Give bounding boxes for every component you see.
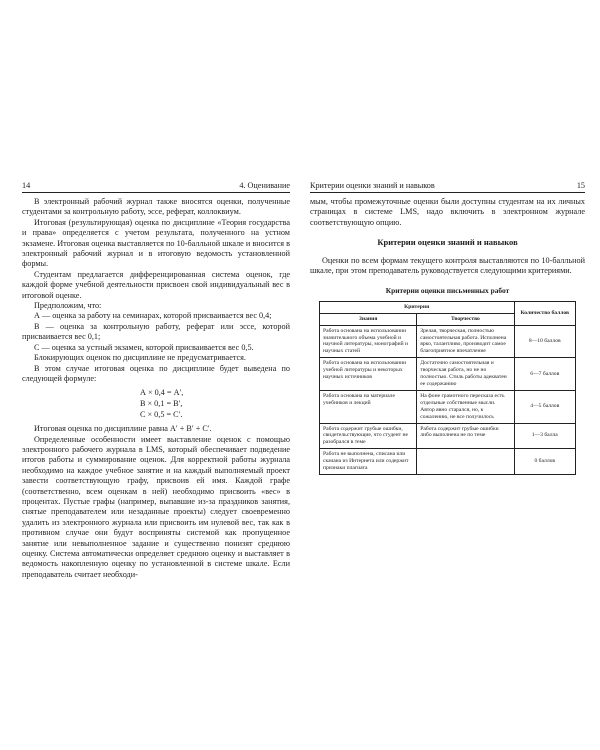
table-row bbox=[320, 325, 576, 358]
page-number-right: 15 bbox=[576, 181, 585, 190]
right-page bbox=[310, 180, 585, 670]
paragraph: Итоговая оценка по дисциплине равна А′ + В′ + С′. bbox=[34, 424, 212, 434]
table-cell: Работа основана на материале учебников и лекций bbox=[320, 390, 417, 423]
table-cell bbox=[417, 449, 514, 475]
formula-line: С × 0,5 = С′. bbox=[140, 409, 183, 419]
paragraph: В — оценка за контрольную работу, реферат или эссе, которой присваивается вес 0,1; bbox=[22, 321, 290, 342]
section-heading: Критерии оценки знаний и навыков bbox=[377, 237, 518, 248]
header-knowledge: Знания bbox=[320, 313, 417, 325]
table-cell-points: 8—10 баллов bbox=[514, 325, 575, 358]
right-page-body bbox=[310, 197, 585, 475]
paragraph: Определенные особенности имеет выставление оценок с помощью электронного рабочего журнала в LMS, который обеспечивает подведение итогов работы и суммирование оценок. Для корректной работы журнала необходимо на каждое учебное занятие и на каждый выполняемый проект завести соответствующую графу, присвоив ей имя. Каждой графе (соответственно, всем оценкам в ней) необходимо присвоить «вес» в процентах. Пустые графы (например, выпавшие из-за праздников занятия, снятые преподавателем или незаданные проекты) следует своевременно удалить из электронного журнала или присвоить им нулевой вес, так как в противном случае они будут восприняты системой как пропущенное занятие или невыполненное задание и существенно понизят среднюю оценку. Система автоматически определяет среднюю оценку и выставляет в ведомость накопленную оценку по установленной в системе шкале. Если преподаватель считает необходи- bbox=[22, 434, 290, 579]
table-cell: Достаточно самостоятельная и творческая работа, но не но полностью. Стиль работы адекватен ее содержанию bbox=[417, 358, 514, 391]
formula bbox=[22, 388, 290, 420]
table-row bbox=[320, 449, 576, 475]
running-head-title-right: Критерии оценки знаний и навыков bbox=[310, 181, 435, 190]
table-cell: Работа основана на использовании значительного объема учебной и научной литературы, монографий и научных статей bbox=[320, 325, 417, 358]
formula-line: В × 0,1 = В′, bbox=[140, 398, 183, 408]
page-number-left: 14 bbox=[22, 181, 31, 190]
paragraph: Предположим, что: bbox=[34, 301, 102, 311]
table-row bbox=[320, 358, 576, 391]
table-cell: Работа основана на использовании учебной литературы и некоторых научных источников bbox=[320, 358, 417, 391]
table-row bbox=[320, 390, 576, 423]
paragraph: В электронный рабочий журнал также вносятся оценки, полученные студентами за контрольную работу, эссе, реферат, коллоквиум. bbox=[22, 197, 290, 217]
header-criteria: Критерии bbox=[320, 301, 515, 313]
table-cell: Работа содержит грубые ошибки либо выполнена не по теме bbox=[417, 423, 514, 449]
table-title: Критерии оценки письменных работ bbox=[385, 286, 510, 296]
paragraph: Блокирующих оценок по дисциплине не предусматривается. bbox=[34, 353, 246, 363]
running-head-left bbox=[22, 180, 290, 193]
table-cell-points: 1—3 балла bbox=[514, 423, 575, 449]
table-cell-points: 6—7 баллов bbox=[514, 358, 575, 391]
left-page-body bbox=[22, 197, 290, 580]
paragraph: Итоговая (результирующая) оценка по дисциплине «Теория государства и права» определяется с учетом результата, полученного на устном экзамене. Итоговая оценка выставляется по 10-балльной шкале и вносится в электронный рабочий журнал и в итоговую ведомость установленной формы. bbox=[22, 217, 290, 269]
paragraph: А — оценка за работу на семинарах, которой присваивается вес 0,4; bbox=[34, 311, 272, 321]
paragraph: мым, чтобы промежуточные оценки были доступны студентам на их личных страницах в системе LMS, надо включить в электронном журнале соответствующую опцию. bbox=[310, 197, 585, 227]
table-cell: Работа содержит грубые ошибки, свидетельствующие, что студент не разобрался в теме bbox=[320, 423, 417, 449]
running-head-right bbox=[310, 180, 585, 193]
table-cell: Зрелая, творческая, полностью самостоятельная работа. Исполнена ярко, талантливо, производит самое благоприятное впечатление bbox=[417, 325, 514, 358]
table-cell: На фоне грамотного пересказа есть отдельные собственные мысли. Автор явно старался, но, к сожалению, не все получилось bbox=[417, 390, 514, 423]
criteria-table bbox=[319, 301, 576, 475]
table-cell-points: 0 баллов bbox=[514, 449, 575, 475]
header-creativity: Творчество bbox=[417, 313, 514, 325]
left-page bbox=[22, 180, 290, 670]
table-cell-points: 4—5 баллов bbox=[514, 390, 575, 423]
paragraph: С — оценка за устный экзамен, которой присваивается вес 0,5. bbox=[34, 342, 254, 352]
paragraph: Оценки по всем формам текущего контроля выставляются по 10-балльной шкале, при этом преподаватель руководствуется следующими критериями. bbox=[310, 255, 585, 276]
running-head-title-left: 4. Оценивание bbox=[239, 181, 290, 190]
formula-line: А × 0,4 = А′, bbox=[140, 388, 184, 398]
table-row bbox=[320, 423, 576, 449]
paragraph: В этом случае итоговая оценка по дисциплине будет выведена по следующей формуле: bbox=[22, 363, 290, 383]
header-points: Количество баллов bbox=[514, 301, 575, 325]
table-cell: Работа не выполнена, списана или скачана из Интернета или содержит признаки плагиата bbox=[320, 449, 417, 475]
paragraph: Студентам предлагается дифференцированная система оценок, где каждой форме учебной деятельности присвоен свой индивидуальный вес в итоговой оценке. bbox=[22, 269, 290, 300]
